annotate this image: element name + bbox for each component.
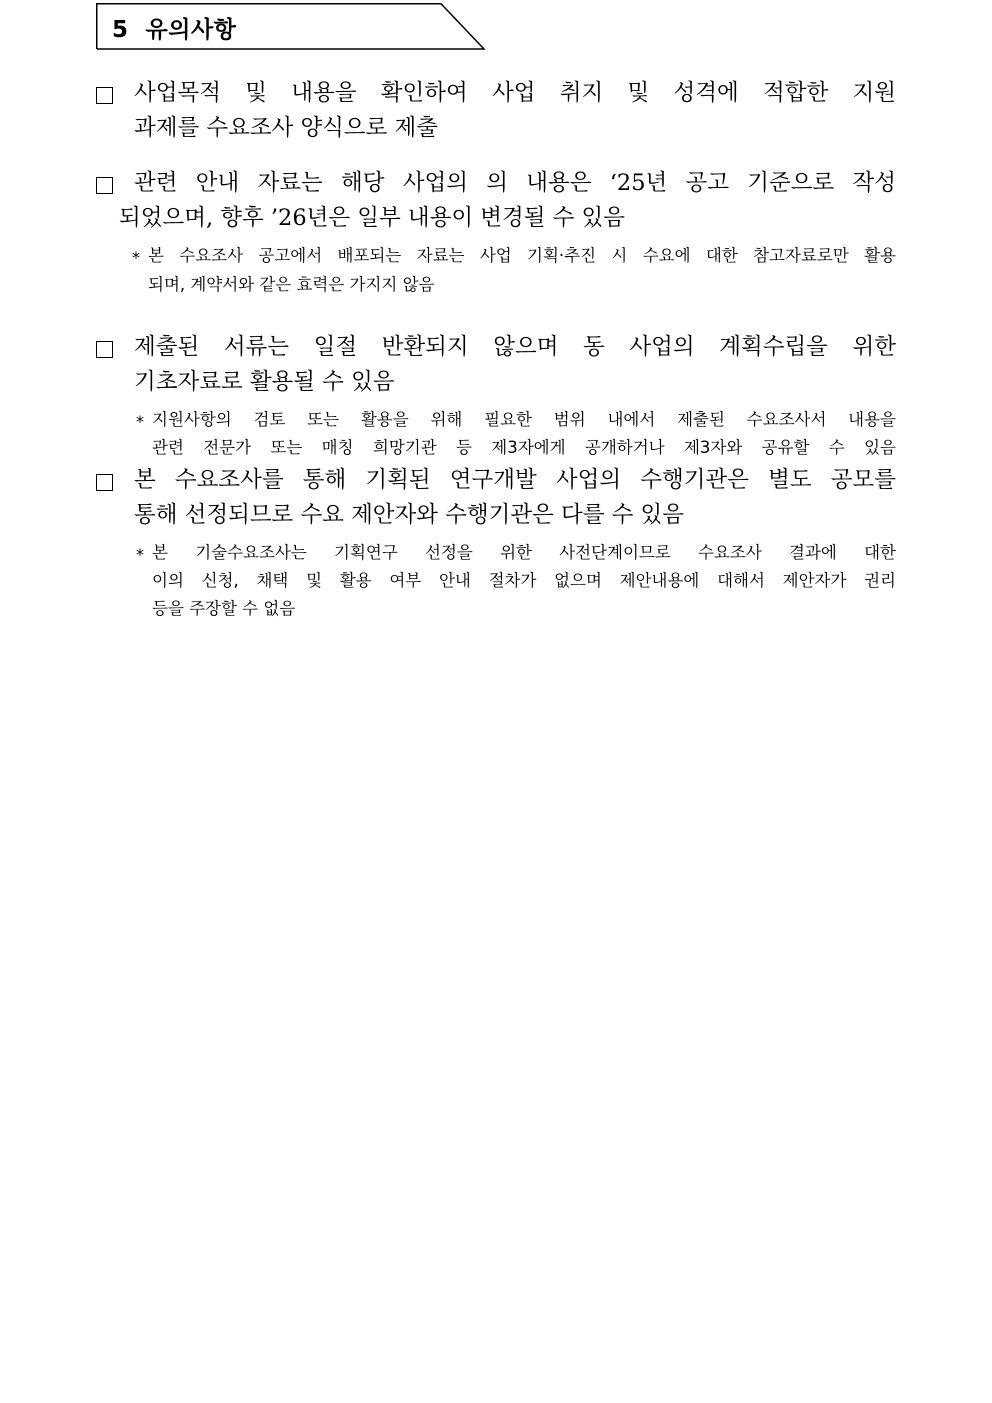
item-line: 사업목적 및 내용을 확인하여 사업 취지 및 성격에 적합한 지원 [134,80,896,106]
checkbox-bullet-icon [96,87,113,104]
note-line: 관련 전문가 또는 매칭 희망기관 등 제3자에게 공개하거나 제3자와 공유할 수 있음 [152,438,896,457]
item-line: 제출된 서류는 일절 반환되지 않으며 동 사업의 계획수립을 위한 [134,334,896,360]
section-header [96,3,486,49]
item-line: 통해 선정되므로 수요 제안자와 수행기관은 다를 수 있음 [134,502,684,528]
note-line: 본 수요조사 공고에서 배포되는 자료는 사업 기획·추진 시 수요에 대한 참고자료로만 활용 [148,246,896,265]
note-line: 본 기술수요조사는 기획연구 선정을 위한 사전단계이므로 수요조사 결과에 대한 [152,543,896,562]
checkbox-bullet-icon [96,177,113,194]
section-title [112,11,236,44]
checkbox-bullet-icon [96,341,113,358]
note-line: 되며, 계약서와 같은 효력은 가지지 않음 [148,275,435,294]
item-line: 과제를 수요조사 양식으로 제출 [134,115,439,141]
note-line: 등을 주장할 수 없음 [152,599,296,618]
item-line: 본 수요조사를 통해 기획된 연구개발 사업의 수행기관은 별도 공모를 [134,467,896,493]
note-line: 지원사항의 검토 또는 활용을 위해 필요한 범위 내에서 제출된 수요조사서 내용을 [152,410,896,429]
item-line: 되었으며, 향후 ’26년은 일부 내용이 변경될 수 있음 [119,205,625,231]
checkbox-bullet-icon [96,474,113,491]
item-line: 관련 안내 자료는 해당 사업의 의 내용은 ‘25년 공고 기준으로 작성 [134,170,896,196]
section-number: 5 [112,17,129,43]
section-title-text: 유의사항 [145,17,237,43]
note-marker: * [132,248,140,267]
note-marker: * [136,412,144,431]
note-line: 이의 신청, 채택 및 활용 여부 안내 절차가 없으며 제안내용에 대해서 제안자가 권리 [152,571,896,590]
note-marker: * [136,545,144,564]
item-line: 기초자료로 활용될 수 있음 [134,369,395,395]
